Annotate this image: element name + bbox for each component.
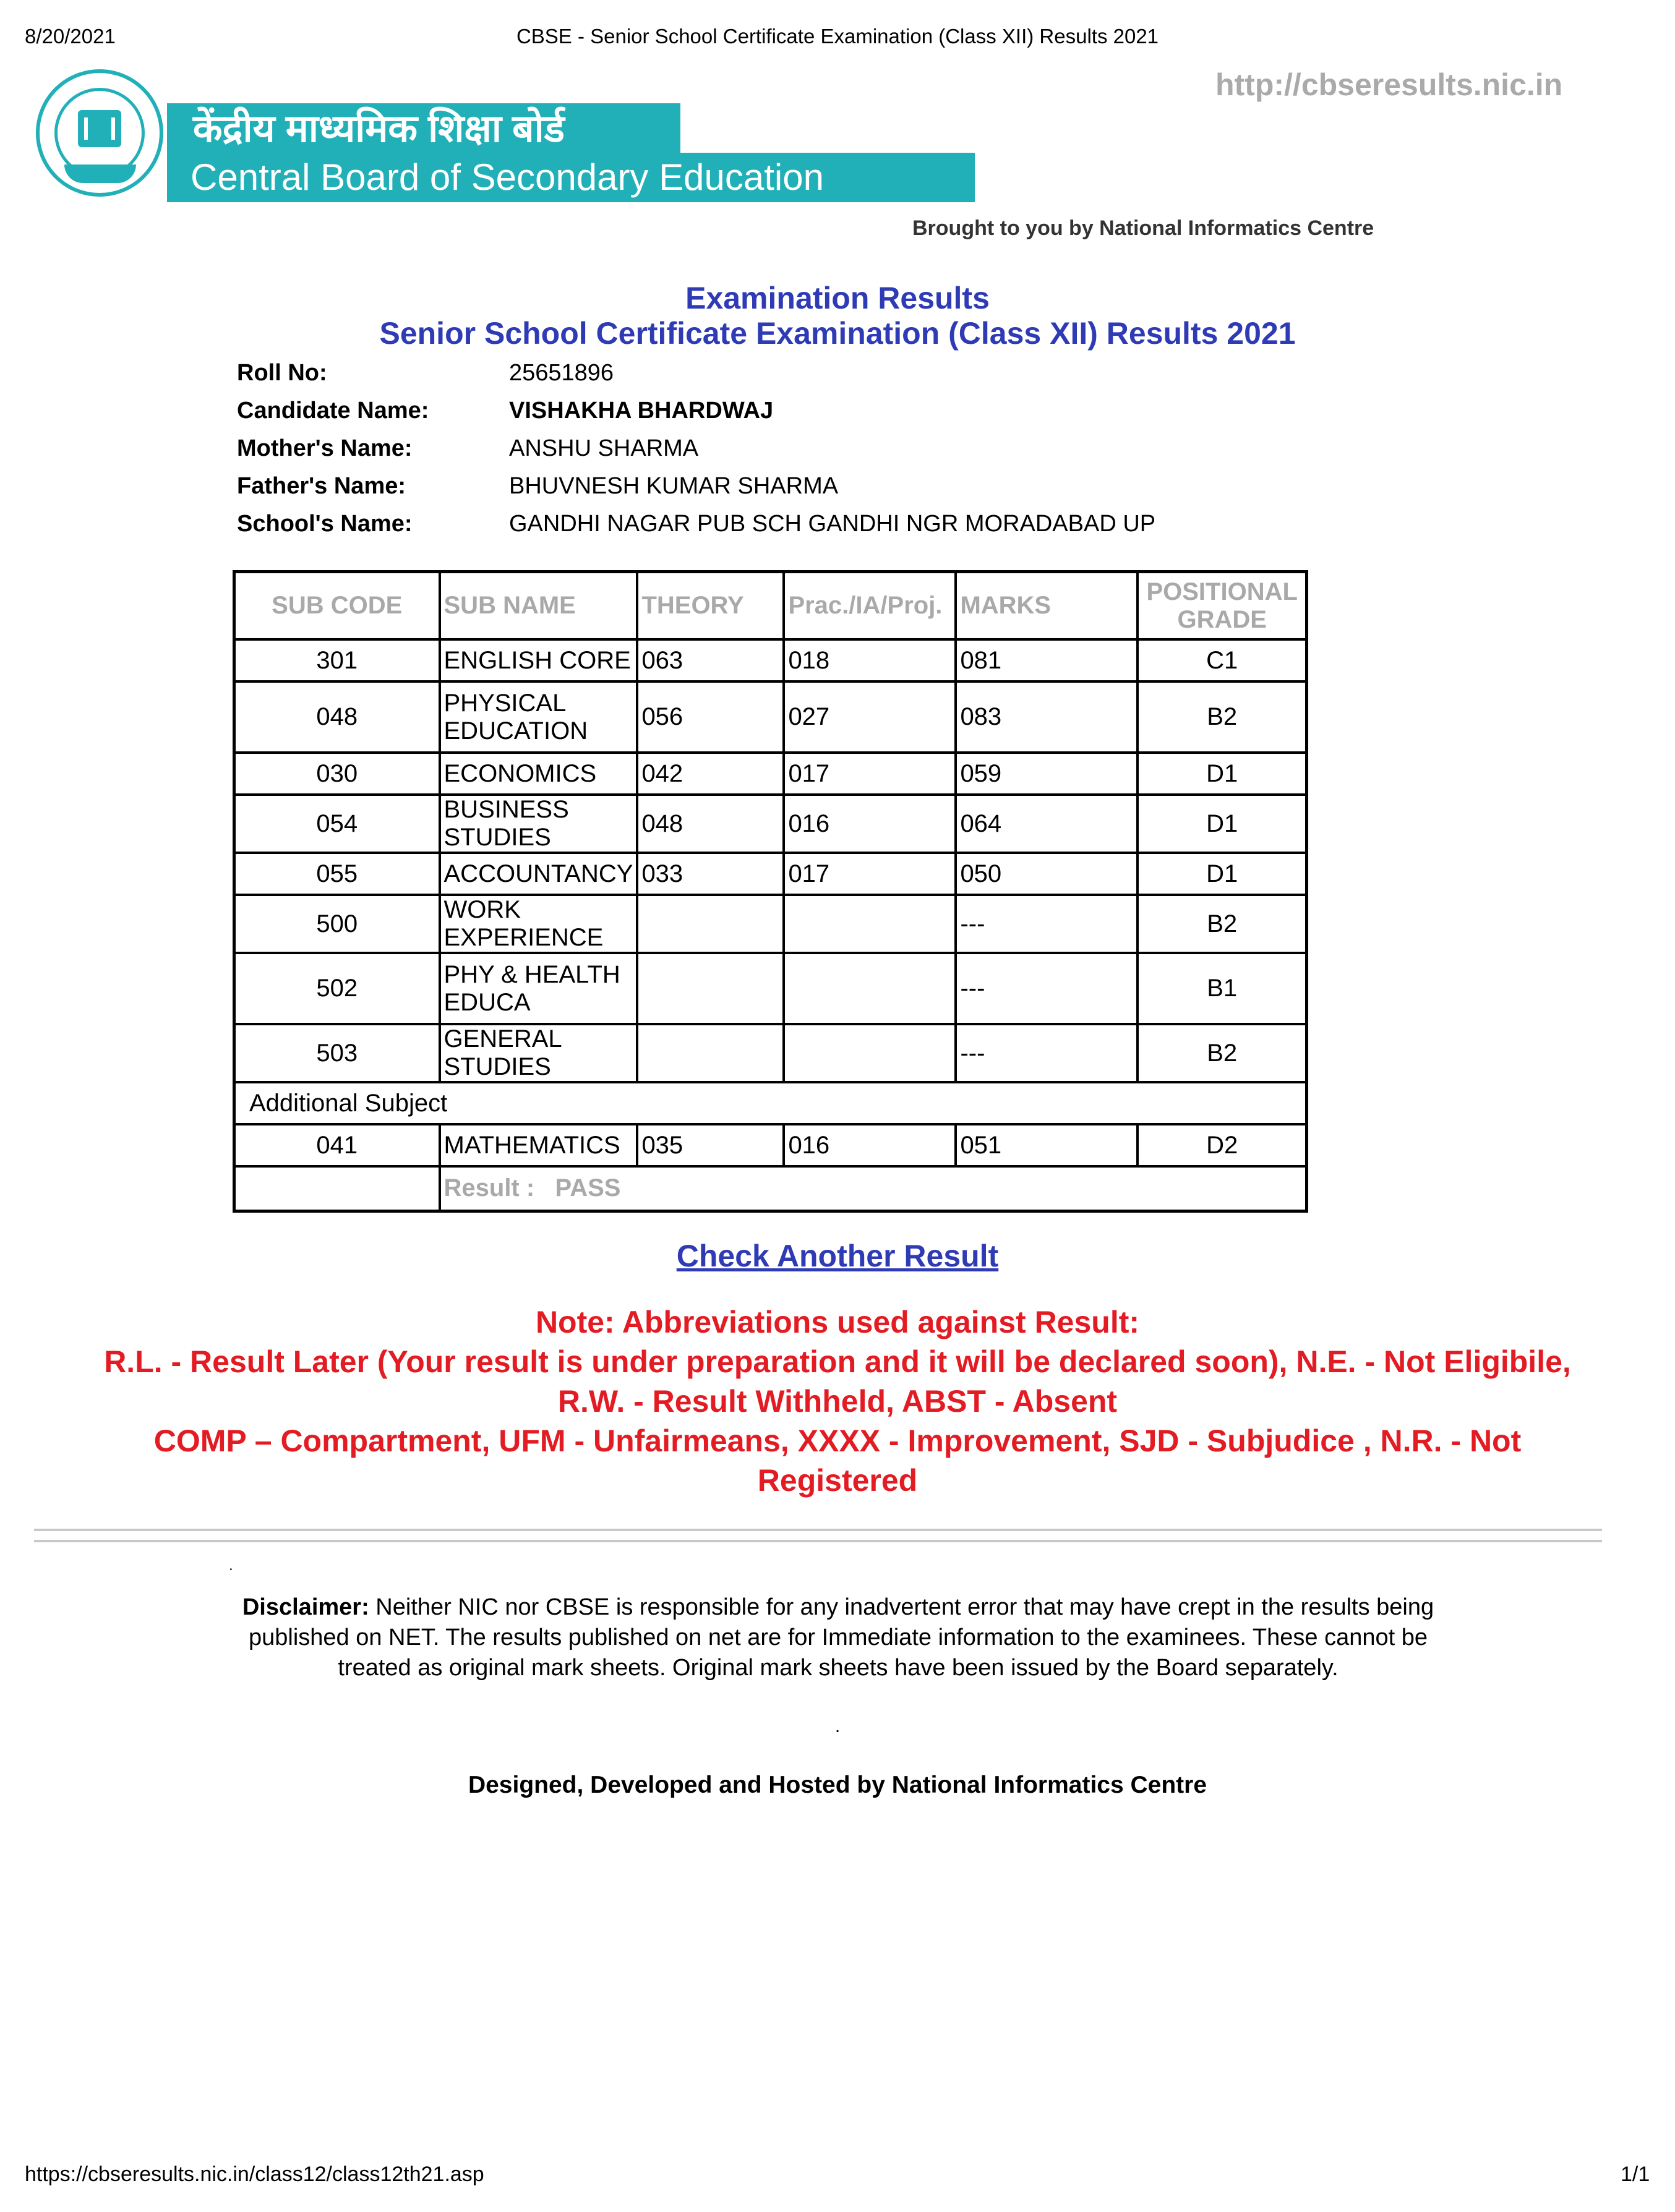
header-prac: Prac./IA/Proj. xyxy=(784,572,956,640)
cell-grade: C1 xyxy=(1137,639,1306,681)
note-line: R.L. - Result Later (Your result is under preparation and it will be declared soon), N.E. - Not Eligibile, xyxy=(104,1344,1571,1379)
print-title: CBSE - Senior School Certificate Examination (Class XII) Results 2021 xyxy=(516,25,1159,48)
cell-code: 055 xyxy=(234,853,440,895)
info-value: BHUVNESH KUMAR SHARMA xyxy=(509,473,839,499)
cell-code: 041 xyxy=(234,1124,440,1166)
cell-grade: D1 xyxy=(1137,853,1306,895)
cell-theory xyxy=(637,953,784,1024)
disclaimer-dot: . xyxy=(834,1716,841,1736)
cell-marks: 081 xyxy=(956,639,1137,681)
divider xyxy=(34,1529,1602,1531)
info-label: School's Name: xyxy=(237,511,413,537)
cell-marks: --- xyxy=(956,953,1137,1024)
header-marks: MARKS xyxy=(956,572,1137,640)
cell-marks: 051 xyxy=(956,1124,1137,1166)
logo-hindi-text: केंद्रीय माध्यमिक शिक्षा बोर्ड xyxy=(167,103,680,155)
table-row xyxy=(234,639,1307,681)
site-url: http://cbseresults.nic.in xyxy=(1215,67,1563,102)
cell-marks: 050 xyxy=(956,853,1137,895)
cell-grade: B2 xyxy=(1137,681,1306,753)
cell-name: BUSINESS STUDIES xyxy=(440,795,638,853)
info-label: Roll No: xyxy=(237,360,327,386)
cell-name: GENERAL STUDIES xyxy=(440,1024,638,1082)
note-line: Registered xyxy=(757,1463,918,1498)
cell-grade: B2 xyxy=(1137,1024,1306,1082)
result-cell xyxy=(440,1166,1307,1211)
cell-code: 054 xyxy=(234,795,440,853)
info-value: ANSHU SHARMA xyxy=(509,435,699,461)
info-label: Father's Name: xyxy=(237,473,406,499)
header-sub-name: SUB NAME xyxy=(440,572,638,640)
divider xyxy=(34,1540,1602,1542)
cell-code: 301 xyxy=(234,639,440,681)
cbse-emblem-icon xyxy=(36,69,163,197)
cell-prac xyxy=(784,895,956,953)
cell-code: 500 xyxy=(234,895,440,953)
additional-subject-row xyxy=(234,1082,1307,1124)
note-line: COMP – Compartment, UFM - Unfairmeans, XXXX - Improvement, SJD - Subjudice , N.R. - Not xyxy=(153,1424,1522,1458)
header-theory: THEORY xyxy=(637,572,784,640)
cell-prac: 016 xyxy=(784,795,956,853)
cell-prac: 017 xyxy=(784,753,956,795)
table-row xyxy=(234,795,1307,853)
print-footer-page: 1/1 xyxy=(1621,2163,1650,2186)
result-row xyxy=(234,1166,1307,1211)
header-sub-code: SUB CODE xyxy=(234,572,440,640)
cell-grade: B2 xyxy=(1137,895,1306,953)
cell-grade: B1 xyxy=(1137,953,1306,1024)
cell-marks: --- xyxy=(956,895,1137,953)
brought-by: Brought to you by National Informatics Centre xyxy=(912,216,1374,240)
table-row xyxy=(234,681,1307,753)
cell-marks: 083 xyxy=(956,681,1137,753)
logo-english-text: Central Board of Secondary Education xyxy=(167,153,975,202)
cell-theory: 056 xyxy=(637,681,784,753)
disclaimer-dot: . xyxy=(229,1557,233,1574)
cell-prac xyxy=(784,1024,956,1082)
print-date: 8/20/2021 xyxy=(25,25,116,48)
info-value: 25651896 xyxy=(509,360,614,386)
result-empty-cell xyxy=(234,1166,440,1211)
result-label: Result : xyxy=(443,1174,535,1202)
info-label: Mother's Name: xyxy=(237,435,413,461)
cell-marks: 059 xyxy=(956,753,1137,795)
cell-theory: 035 xyxy=(637,1124,784,1166)
cell-name: PHYSICAL EDUCATION xyxy=(440,681,638,753)
info-label: Candidate Name: xyxy=(237,398,429,424)
cell-name: ECONOMICS xyxy=(440,753,638,795)
cell-name: WORK EXPERIENCE xyxy=(440,895,638,953)
designed-by: Designed, Developed and Hosted by National Informatics Centre xyxy=(468,1772,1207,1798)
cell-code: 048 xyxy=(234,681,440,753)
cell-code: 502 xyxy=(234,953,440,1024)
table-row xyxy=(234,895,1307,953)
cell-prac xyxy=(784,953,956,1024)
info-value: GANDHI NAGAR PUB SCH GANDHI NGR MORADABAD UP xyxy=(509,511,1156,537)
cell-theory: 033 xyxy=(637,853,784,895)
print-footer-url: https://cbseresults.nic.in/class12/class12th21.asp xyxy=(25,2163,484,2186)
cell-prac: 018 xyxy=(784,639,956,681)
note-heading: Note: Abbreviations used against Result: xyxy=(535,1305,1140,1339)
results-table xyxy=(233,570,1308,1213)
cell-code: 503 xyxy=(234,1024,440,1082)
cell-marks: 064 xyxy=(956,795,1137,853)
cell-theory: 042 xyxy=(637,753,784,795)
table-row xyxy=(234,1124,1307,1166)
cell-theory: 063 xyxy=(637,639,784,681)
page-subtitle: Senior School Certificate Examination (Class XII) Results 2021 xyxy=(379,316,1296,351)
note-line: R.W. - Result Withheld, ABST - Absent xyxy=(557,1384,1118,1419)
cell-code: 030 xyxy=(234,753,440,795)
cell-marks: --- xyxy=(956,1024,1137,1082)
check-another-result-link[interactable]: Check Another Result xyxy=(676,1239,999,1273)
cell-theory: 048 xyxy=(637,795,784,853)
disclaimer-label: Disclaimer: xyxy=(242,1594,369,1620)
cell-name: MATHEMATICS xyxy=(440,1124,638,1166)
disclaimer xyxy=(229,1592,1447,1683)
table-row xyxy=(234,1024,1307,1082)
header-grade: POSITIONAL GRADE xyxy=(1137,572,1306,640)
additional-subject-label: Additional Subject xyxy=(234,1082,1307,1124)
result-value: PASS xyxy=(555,1174,621,1202)
cell-prac: 016 xyxy=(784,1124,956,1166)
cell-name: ACCOUNTANCY xyxy=(440,853,638,895)
table-row xyxy=(234,953,1307,1024)
page-title: Examination Results xyxy=(685,281,990,315)
info-value: VISHAKHA BHARDWAJ xyxy=(509,398,774,424)
cell-theory xyxy=(637,1024,784,1082)
table-row xyxy=(234,853,1307,895)
cell-grade: D1 xyxy=(1137,753,1306,795)
table-header-row xyxy=(234,572,1307,640)
table-row xyxy=(234,753,1307,795)
cell-name: ENGLISH CORE xyxy=(440,639,638,681)
cell-grade: D2 xyxy=(1137,1124,1306,1166)
cell-grade: D1 xyxy=(1137,795,1306,853)
disclaimer-text: Neither NIC nor CBSE is responsible for any inadvertent error that may have crept in the results being published on NET. The results published on net are for Immediate information to the examinees. These cannot be treated as original mark sheets. Original mark sheets have been issued by the Board separately. xyxy=(248,1594,1434,1681)
cell-prac: 017 xyxy=(784,853,956,895)
cell-prac: 027 xyxy=(784,681,956,753)
cell-name: PHY & HEALTH EDUCA xyxy=(440,953,638,1024)
cell-theory xyxy=(637,895,784,953)
